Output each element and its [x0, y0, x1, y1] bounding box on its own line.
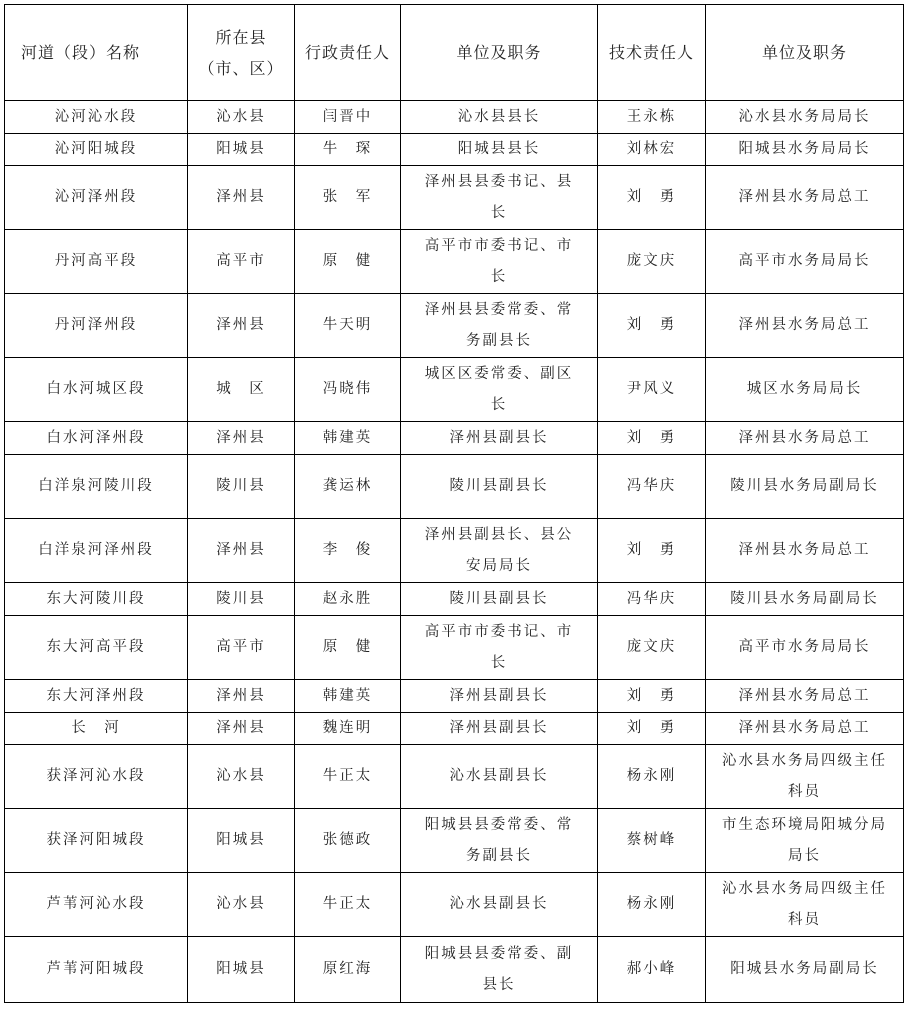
- tech-unit-cell: 市生态环境局阳城分局局长: [706, 809, 904, 873]
- table-header: [5, 5, 904, 101]
- table-row: [5, 873, 904, 937]
- admin-unit-cell: 泽州县副县长、县公安局局长: [401, 519, 598, 583]
- county-cell: 泽州县: [188, 713, 295, 745]
- table-row: [5, 358, 904, 422]
- admin-unit-cell: 陵川县副县长: [401, 583, 598, 616]
- tech-chief-cell: 刘 勇: [598, 294, 706, 358]
- county-cell: 泽州县: [188, 166, 295, 230]
- header-county: 所在县（市、区）: [188, 5, 295, 101]
- county-cell: 阳城县: [188, 809, 295, 873]
- tech-unit-cell: 泽州县水务局总工: [706, 519, 904, 583]
- county-cell: 阳城县: [188, 937, 295, 1003]
- admin-chief-cell: 闫晋中: [295, 101, 401, 134]
- county-cell: 高平市: [188, 230, 295, 294]
- tech-unit-cell: 高平市水务局局长: [706, 616, 904, 680]
- tech-unit-cell: 泽州县水务局总工: [706, 294, 904, 358]
- admin-unit-cell: 阳城县县长: [401, 134, 598, 166]
- county-cell: 陵川县: [188, 583, 295, 616]
- admin-chief-cell: 韩建英: [295, 422, 401, 455]
- table-row: [5, 422, 904, 455]
- admin-chief-cell: 韩建英: [295, 680, 401, 713]
- tech-chief-cell: 刘林宏: [598, 134, 706, 166]
- river-name-cell: 白水河城区段: [5, 358, 188, 422]
- header-admin: 行政责任人: [295, 5, 401, 101]
- header-tech: 技术责任人: [598, 5, 706, 101]
- county-cell: 泽州县: [188, 680, 295, 713]
- admin-chief-cell: 龚运林: [295, 455, 401, 519]
- tech-chief-cell: 冯华庆: [598, 455, 706, 519]
- table-row: [5, 294, 904, 358]
- admin-unit-cell: 沁水县副县长: [401, 873, 598, 937]
- county-cell: 高平市: [188, 616, 295, 680]
- admin-unit-cell: 城区区委常委、副区长: [401, 358, 598, 422]
- table-row: [5, 616, 904, 680]
- tech-chief-cell: 庞文庆: [598, 230, 706, 294]
- admin-chief-cell: 李 俊: [295, 519, 401, 583]
- header-admin-unit: 单位及职务: [401, 5, 598, 101]
- admin-unit-cell: 沁水县副县长: [401, 745, 598, 809]
- tech-chief-cell: 杨永刚: [598, 745, 706, 809]
- tech-unit-cell: 泽州县水务局总工: [706, 680, 904, 713]
- admin-chief-cell: 牛天明: [295, 294, 401, 358]
- admin-unit-cell: 泽州县县委书记、县长: [401, 166, 598, 230]
- admin-unit-cell: 高平市市委书记、市长: [401, 230, 598, 294]
- admin-unit-cell: 阳城县县委常委、常务副县长: [401, 809, 598, 873]
- table-row: [5, 809, 904, 873]
- table-row: [5, 230, 904, 294]
- tech-unit-cell: 阳城县水务局局长: [706, 134, 904, 166]
- river-name-cell: 丹河泽州段: [5, 294, 188, 358]
- county-cell: 沁水县: [188, 873, 295, 937]
- tech-chief-cell: 冯华庆: [598, 583, 706, 616]
- river-name-cell: 丹河高平段: [5, 230, 188, 294]
- table-row: [5, 134, 904, 166]
- admin-chief-cell: 张 军: [295, 166, 401, 230]
- river-name-cell: 白洋泉河陵川段: [5, 455, 188, 519]
- admin-unit-cell: 泽州县副县长: [401, 680, 598, 713]
- tech-chief-cell: 杨永刚: [598, 873, 706, 937]
- river-name-cell: 沁河泽州段: [5, 166, 188, 230]
- admin-chief-cell: 原 健: [295, 230, 401, 294]
- table-row: [5, 519, 904, 583]
- admin-unit-cell: 泽州县县委常委、常务副县长: [401, 294, 598, 358]
- tech-unit-cell: 城区水务局局长: [706, 358, 904, 422]
- admin-chief-cell: 牛正太: [295, 745, 401, 809]
- table-body: [5, 101, 904, 1003]
- tech-unit-cell: 阳城县水务局副局长: [706, 937, 904, 1003]
- table-row: [5, 745, 904, 809]
- county-cell: 城 区: [188, 358, 295, 422]
- table-row: [5, 101, 904, 134]
- tech-chief-cell: 刘 勇: [598, 680, 706, 713]
- tech-chief-cell: 刘 勇: [598, 422, 706, 455]
- tech-chief-cell: 刘 勇: [598, 713, 706, 745]
- county-cell: 泽州县: [188, 422, 295, 455]
- admin-unit-cell: 高平市市委书记、市长: [401, 616, 598, 680]
- tech-unit-cell: 沁水县水务局四级主任科员: [706, 745, 904, 809]
- table-row: [5, 455, 904, 519]
- header-tech-unit: 单位及职务: [706, 5, 904, 101]
- tech-chief-cell: 王永栋: [598, 101, 706, 134]
- county-cell: 泽州县: [188, 519, 295, 583]
- admin-unit-cell: 沁水县县长: [401, 101, 598, 134]
- tech-chief-cell: 尹风义: [598, 358, 706, 422]
- admin-unit-cell: 泽州县副县长: [401, 422, 598, 455]
- admin-chief-cell: 原红海: [295, 937, 401, 1003]
- river-name-cell: 沁河沁水段: [5, 101, 188, 134]
- tech-unit-cell: 陵川县水务局副局长: [706, 583, 904, 616]
- tech-chief-cell: 刘 勇: [598, 519, 706, 583]
- county-cell: 泽州县: [188, 294, 295, 358]
- admin-unit-cell: 泽州县副县长: [401, 713, 598, 745]
- table-row: [5, 937, 904, 1003]
- river-chief-table: [4, 4, 904, 1003]
- tech-unit-cell: 高平市水务局局长: [706, 230, 904, 294]
- river-name-cell: 芦苇河沁水段: [5, 873, 188, 937]
- admin-chief-cell: 原 健: [295, 616, 401, 680]
- river-name-cell: 长 河: [5, 713, 188, 745]
- admin-chief-cell: 张德政: [295, 809, 401, 873]
- table-row: [5, 166, 904, 230]
- river-name-cell: 东大河高平段: [5, 616, 188, 680]
- tech-unit-cell: 泽州县水务局总工: [706, 166, 904, 230]
- river-name-cell: 获泽河沁水段: [5, 745, 188, 809]
- tech-unit-cell: 陵川县水务局副局长: [706, 455, 904, 519]
- admin-unit-cell: 阳城县县委常委、副县长: [401, 937, 598, 1003]
- tech-unit-cell: 沁水县水务局四级主任科员: [706, 873, 904, 937]
- header-row: [5, 5, 904, 101]
- river-name-cell: 东大河泽州段: [5, 680, 188, 713]
- tech-chief-cell: 蔡树峰: [598, 809, 706, 873]
- tech-unit-cell: 泽州县水务局总工: [706, 422, 904, 455]
- river-name-cell: 东大河陵川段: [5, 583, 188, 616]
- river-name-cell: 沁河阳城段: [5, 134, 188, 166]
- header-river: 河道（段）名称: [5, 5, 188, 101]
- admin-chief-cell: 冯晓伟: [295, 358, 401, 422]
- county-cell: 沁水县: [188, 745, 295, 809]
- admin-chief-cell: 魏连明: [295, 713, 401, 745]
- county-cell: 沁水县: [188, 101, 295, 134]
- tech-chief-cell: 郝小峰: [598, 937, 706, 1003]
- admin-unit-cell: 陵川县副县长: [401, 455, 598, 519]
- tech-chief-cell: 庞文庆: [598, 616, 706, 680]
- tech-chief-cell: 刘 勇: [598, 166, 706, 230]
- county-cell: 阳城县: [188, 134, 295, 166]
- river-name-cell: 白洋泉河泽州段: [5, 519, 188, 583]
- table-row: [5, 680, 904, 713]
- table-row: [5, 713, 904, 745]
- admin-chief-cell: 牛 琛: [295, 134, 401, 166]
- river-name-cell: 白水河泽州段: [5, 422, 188, 455]
- admin-chief-cell: 牛正太: [295, 873, 401, 937]
- admin-chief-cell: 赵永胜: [295, 583, 401, 616]
- county-cell: 陵川县: [188, 455, 295, 519]
- river-name-cell: 获泽河阳城段: [5, 809, 188, 873]
- tech-unit-cell: 泽州县水务局总工: [706, 713, 904, 745]
- tech-unit-cell: 沁水县水务局局长: [706, 101, 904, 134]
- table-row: [5, 583, 904, 616]
- river-name-cell: 芦苇河阳城段: [5, 937, 188, 1003]
